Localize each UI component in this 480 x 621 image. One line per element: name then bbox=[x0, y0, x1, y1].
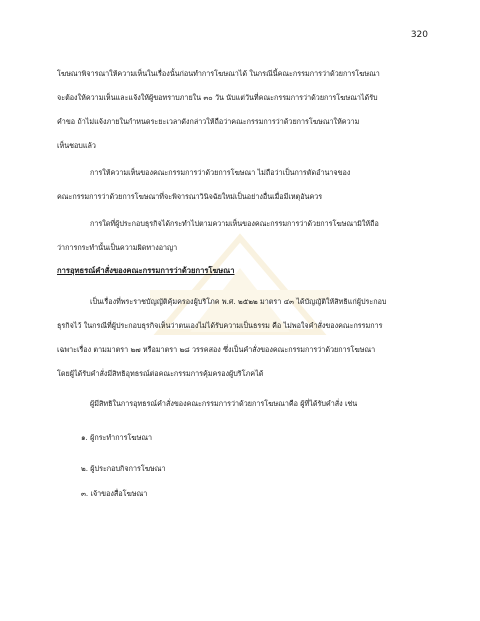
paragraph bbox=[57, 218, 379, 254]
text-line: โฆษณาพิจารณาให้ความเห็นในเรื่องนั้นก่อนทำการโฆษณาได้ ในกรณีนี้คณะกรรมการว่าด้วยการโฆษณา bbox=[57, 69, 380, 78]
list-item: ๒. ผู้ประกอบกิจการโฆษณา bbox=[81, 464, 166, 473]
text-line: ว่าการกระทำนั้นเป็นความผิดทางอาญา bbox=[57, 243, 178, 252]
paragraph bbox=[57, 398, 357, 410]
text-line: ธุรกิจไว้ ในกรณีที่ผู้ประกอบธุรกิจเห็นว่าตนเองไม่ได้รับความเป็นธรรม คือ ไม่พอใจคำสั่งของคณะกรรมการ bbox=[57, 321, 383, 330]
text-line: จะต้องให้ความเห็นและแจ้งให้ผู้ขอทราบภายใน ๓๐ วัน นับแต่วันที่คณะกรรมการว่าด้วยการโฆษณาได้รับ bbox=[57, 93, 378, 102]
text-line: เฉพาะเรื่อง ตามมาตรา ๒๗ หรือมาตรา ๒๘ วรรคสอง ซึ่งเป็นคำสั่งของคณะกรรมการว่าด้วยการโฆษณา bbox=[57, 345, 376, 354]
paragraph bbox=[57, 296, 386, 380]
text-line: โดยผู้ได้รับคำสั่งมีสิทธิอุทธรณ์ต่อคณะกรรมการคุ้มครองผู้บริโภคได้ bbox=[57, 369, 264, 378]
paragraph bbox=[57, 68, 380, 152]
text-line: คำขอ ถ้าไม่แจ้งภายในกำหนดระยะเวลาดังกล่าวให้ถือว่าคณะกรรมการว่าด้วยการโฆษณาให้ความ bbox=[57, 117, 360, 126]
page-number: 320 bbox=[410, 30, 428, 40]
text-line: คณะกรรมการว่าด้วยการโฆษณาที่จะพิจารณาวินิจฉัยใหม่เป็นอย่างอื่นเมื่อมีเหตุอันควร bbox=[57, 192, 323, 201]
list-item: ๑. ผู้กระทำการโฆษณา bbox=[81, 433, 153, 442]
text-line: การใดที่ผู้ประกอบธุรกิจได้กระทำไปตามความเห็นของคณะกรรมการว่าด้วยการโฆษณามิให้ถือ bbox=[90, 219, 379, 228]
text-line: เป็นเรื่องที่พระราชบัญญัติคุ้มครองผู้บริโภค พ.ศ. ๒๕๒๒ มาตรา ๔๓ ได้บัญญัติให้สิทธิแก่ผู้ประกอบ bbox=[90, 297, 387, 306]
text-line: ผู้มีสิทธิในการอุทธรณ์คำสั่งของคณะกรรมการว่าด้วยการโฆษณาคือ ผู้ที่ได้รับคำสั่ง เช่น bbox=[90, 399, 358, 408]
list-item: ๓. เจ้าของสื่อโฆษณา bbox=[81, 489, 148, 498]
text-line: การให้ความเห็นของคณะกรรมการว่าด้วยการโฆษณา ไม่ถือว่าเป็นการตัดอำนาจของ bbox=[90, 168, 351, 177]
paragraph bbox=[57, 167, 350, 203]
section-heading: การอุทธรณ์คำสั่งของคณะกรรมการว่าด้วยการโฆษณา bbox=[57, 266, 235, 275]
text-line: เห็นชอบแล้ว bbox=[57, 141, 96, 150]
